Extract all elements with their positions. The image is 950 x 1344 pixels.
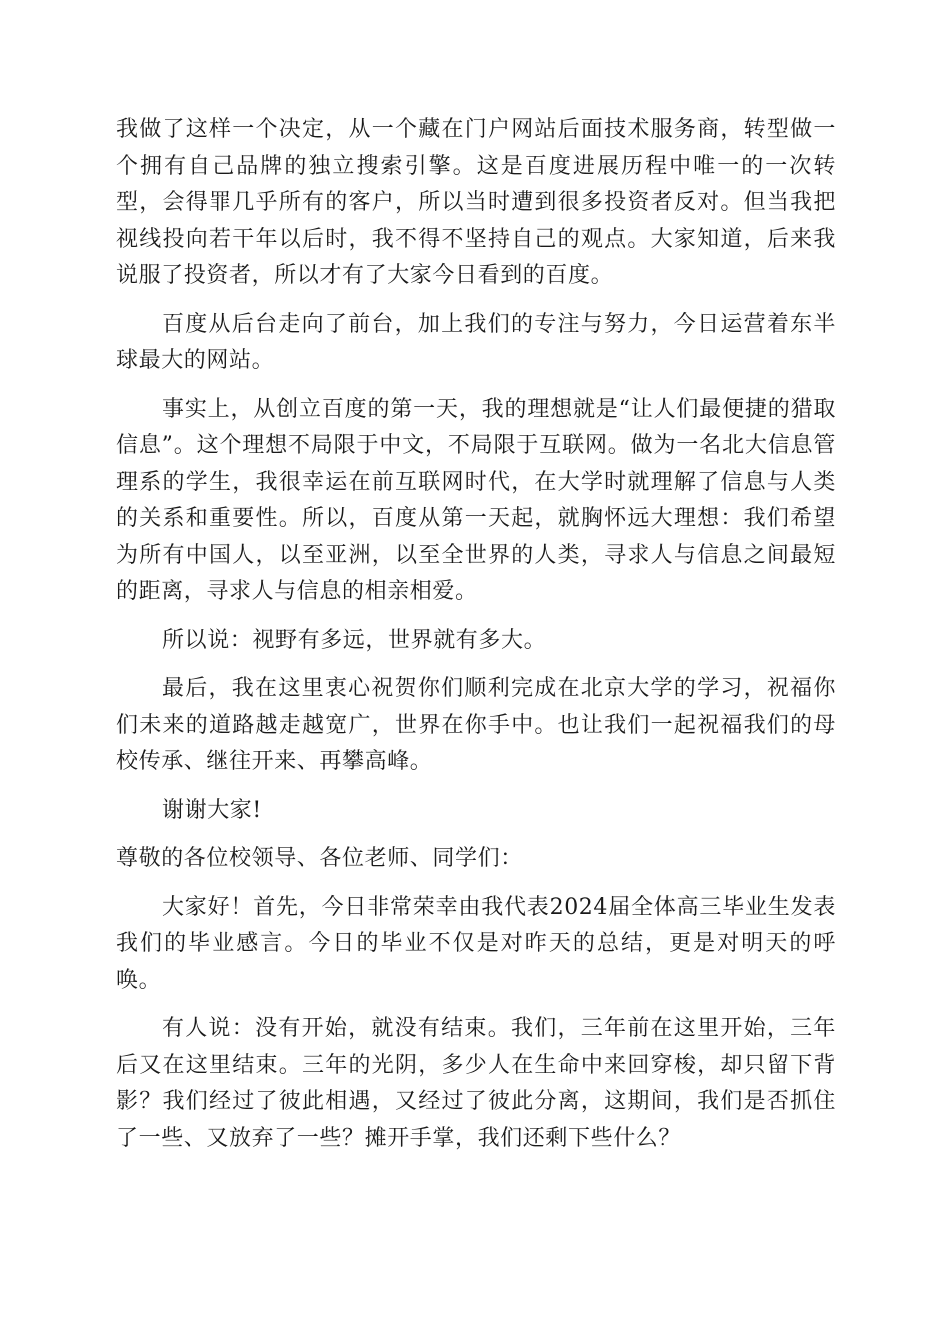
paragraph-2: 百度从后台走向了前台，加上我们的专注与努力，今日运营着东半球最大的网站。 bbox=[116, 311, 836, 373]
document-body bbox=[116, 112, 836, 1169]
paragraph-7-salutation: 尊敬的各位校领导、各位老师、同学们： bbox=[116, 846, 523, 871]
paragraph-8: 大家好！首先，今日非常荣幸由我代表2024届全体高三毕业生发表我们的毕业感言。今日的毕业不仅是对昨天的总结，更是对明天的呼唤。 bbox=[116, 894, 836, 993]
paragraph-6: 谢谢大家! bbox=[162, 797, 262, 823]
paragraph-5: 最后，我在这里衷心祝贺你们顺利完成在北京大学的学习，祝福你们未来的道路越走越宽广，世界在你手中。也让我们一起祝福我们的母校传承、继往开来、再攀高峰。 bbox=[116, 676, 836, 774]
paragraph-1: 我做了这样一个决定，从一个藏在门户网站后面技术服务商，转型做一个拥有自己品牌的独立搜索引擎。这是百度进展历程中唯一的一次转型，会得罪几乎所有的客户，所以当时遭到很多投资者反对。但当我把视线投向若干年以后时，我不得不坚持自己的观点。大家知道，后来我说服了投资者，所以才有了大家今日看到的百度。 bbox=[116, 117, 836, 288]
paragraph-4: 所以说：视野有多远，世界就有多大。 bbox=[162, 627, 547, 653]
paragraph-3: 事实上，从创立百度的第一天，我的理想就是“让人们最便捷的猎取信息”。这个理想不局限于中文，不局限于互联网。做为一名北大信息管理系的学生，我很幸运在前互联网时代，在大学时就理解了信息与人类的关系和重要性。所以，百度从第一天起，就胸怀远大理想：我们希望为所有中国人，以至亚洲，以至全世界的人类，寻求人与信息之间最短的距离，寻求人与信息的相亲相爱。 bbox=[116, 396, 836, 604]
paragraph-9: 有人说：没有开始，就没有结束。我们，三年前在这里开始，三年后又在这里结束。三年的光阴，多少人在生命中来回穿梭，却只留下背影？我们经过了彼此相遇，又经过了彼此分离，这期间，我们是否抓住了一些、又放弃了一些？摊开手掌，我们还剩下些什么？ bbox=[116, 1016, 836, 1151]
